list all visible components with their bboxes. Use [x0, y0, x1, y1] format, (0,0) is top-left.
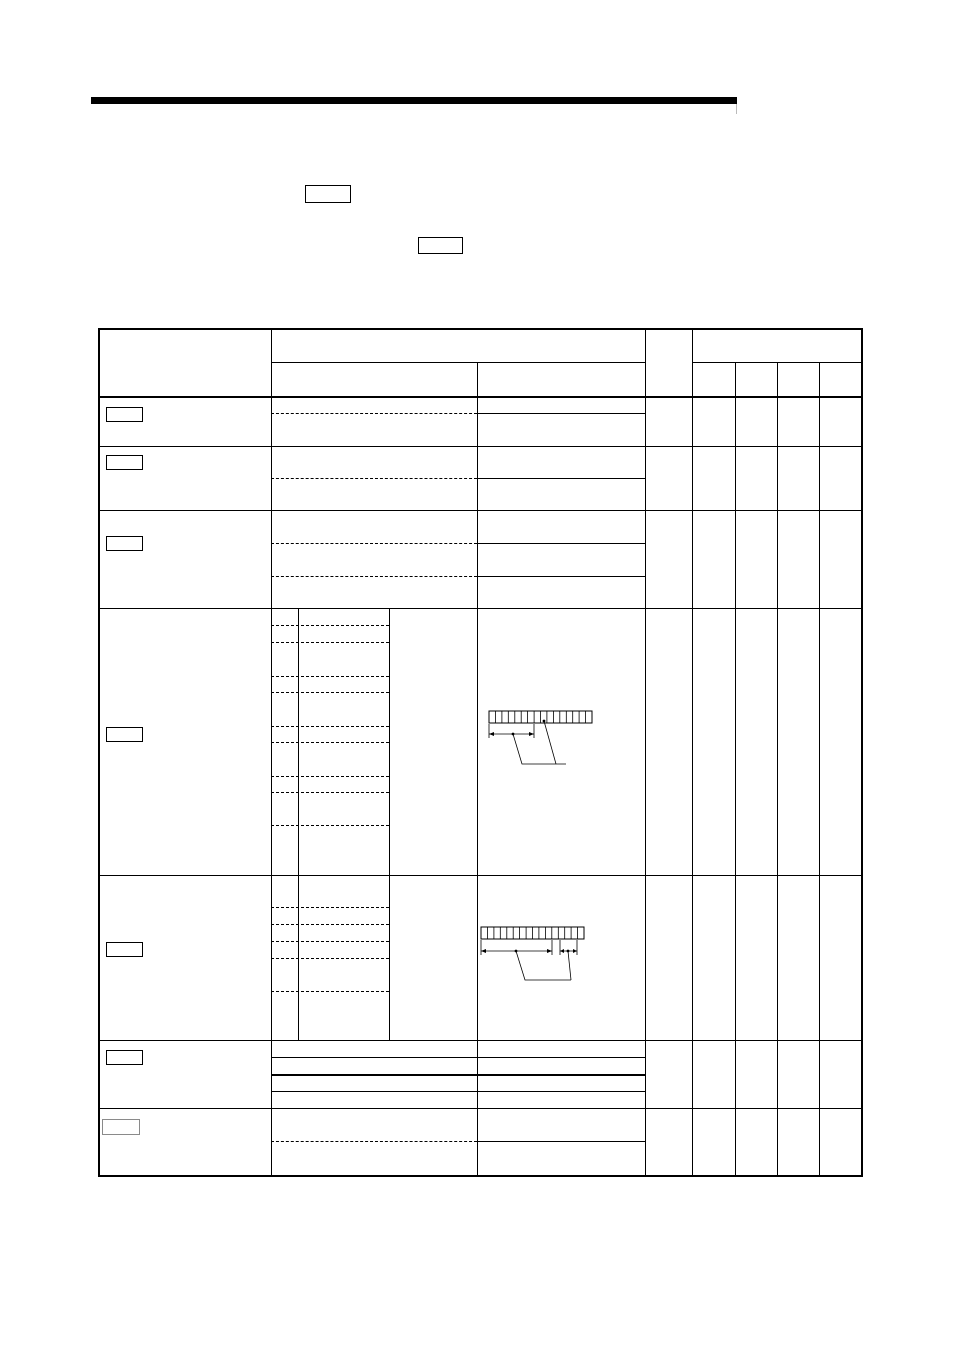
inline-ref-box — [305, 185, 351, 203]
sub-row-line — [477, 478, 645, 479]
row-label-box — [102, 1119, 140, 1135]
header-bottom-line — [98, 396, 863, 398]
bit-col-line — [389, 608, 390, 875]
sub-row-line — [271, 413, 477, 414]
col-line — [271, 328, 272, 1177]
col-line — [645, 328, 646, 1177]
inline-ref-box — [418, 237, 463, 254]
header-col-line — [477, 362, 478, 397]
sub-row-line — [477, 543, 645, 544]
sub-row-line — [271, 543, 477, 544]
bit-row-line — [271, 726, 389, 727]
bit-row-line — [271, 776, 389, 777]
row-label-box — [106, 455, 143, 470]
sub-row-line — [271, 1091, 645, 1092]
bit-row-line — [271, 676, 389, 677]
bit-row-line — [271, 742, 389, 743]
bit-row-line — [271, 924, 389, 925]
sub-row-line — [271, 576, 477, 577]
row-label-box — [106, 407, 143, 422]
bit-row-line — [271, 692, 389, 693]
bit-row-line — [271, 958, 389, 959]
col-line — [777, 362, 778, 1177]
bit-register-diagram — [486, 708, 596, 770]
bit-row-line — [271, 625, 389, 626]
row-line — [98, 1040, 863, 1041]
row-label-box — [106, 1050, 143, 1065]
col-line — [819, 362, 820, 1177]
bit-row-line — [271, 825, 389, 826]
bit-row-line — [271, 941, 389, 942]
row-label-box — [106, 727, 143, 742]
bit-row-line — [271, 642, 389, 643]
sub-row-line — [477, 413, 645, 414]
sub-row-line — [271, 478, 477, 479]
col-line — [735, 362, 736, 1177]
row-line — [98, 875, 863, 876]
header-sub-line — [271, 362, 645, 363]
header-rule — [91, 97, 737, 104]
row-line — [98, 1108, 863, 1109]
row-label-box — [106, 536, 143, 551]
row-line — [98, 608, 863, 609]
value-col-line — [477, 396, 478, 1177]
table-border — [98, 328, 863, 1177]
sub-row-line — [271, 1141, 477, 1142]
bit-row-line — [271, 991, 389, 992]
header-sub-line — [692, 362, 863, 363]
bit-row-line — [271, 792, 389, 793]
sub-row-line — [477, 576, 645, 577]
col-line — [692, 328, 693, 1177]
sub-row-line — [271, 1057, 645, 1058]
sub-row-line — [271, 1074, 645, 1076]
row-line — [98, 446, 863, 447]
bit-col-line — [389, 875, 390, 1040]
header-rule-tick — [736, 104, 737, 114]
bit-row-line — [271, 907, 389, 908]
bit-register-diagram — [478, 924, 590, 986]
row-line — [98, 510, 863, 511]
sub-row-line — [477, 1141, 645, 1142]
row-label-box — [106, 942, 143, 957]
